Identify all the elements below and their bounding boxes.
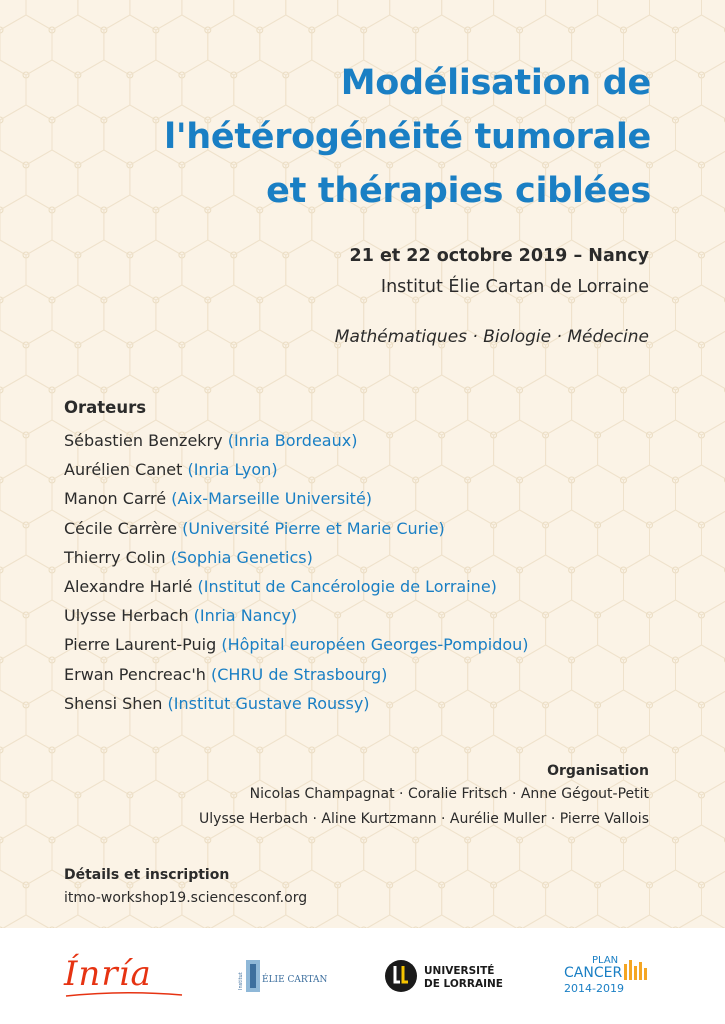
title-line: Modélisation de (340, 63, 651, 103)
speaker-item (64, 689, 664, 718)
event-dates: 21 et 22 octobre 2019 – Nancy (349, 246, 649, 266)
speaker-affiliation: (Université Pierre et Marie Curie) (182, 518, 445, 538)
ul-line1-text: UNIVERSITÉ (424, 965, 495, 977)
plan-years-text: 2014-2019 (564, 982, 624, 995)
speaker-item (64, 426, 664, 455)
speaker-name: Alexandre Harlé (64, 577, 193, 597)
speaker-name: Erwan Pencreac'h (64, 664, 206, 684)
speakers-section (64, 396, 664, 718)
speaker-item (64, 484, 664, 513)
speaker-name: Aurélien Canet (64, 460, 183, 480)
inria-swoosh-icon (64, 990, 184, 1000)
speaker-affiliation: (Sophia Genetics) (170, 547, 313, 567)
event-institute: Institut Élie Cartan de Lorraine (380, 277, 649, 297)
inria-wordmark: Ínría (64, 954, 152, 994)
speaker-name: Shensi Shen (64, 693, 163, 713)
speaker-affiliation: (Aix-Marseille Université) (171, 489, 373, 509)
logo-footer (0, 928, 725, 1024)
speaker-item (64, 601, 664, 630)
inria-logo (64, 950, 184, 1002)
plan-cancer-emblem-icon (560, 950, 660, 1002)
speaker-affiliation: (Inria Bordeaux) (227, 431, 358, 450)
organisers-line: Nicolas Champagnat · Coralie Fritsch · Anne Gégout-Petit (249, 786, 649, 802)
speaker-affiliation: (Institut de Cancérologie de Lorraine) (197, 577, 497, 597)
speaker-affiliation: (Inria Nancy) (193, 606, 298, 626)
organisers-line: Ulysse Herbach · Aline Kurtzmann · Aurélie Muller · Pierre Vallois (199, 811, 649, 827)
speaker-affiliation: (CHRU de Strasbourg) (210, 664, 388, 684)
speaker-item (64, 514, 664, 543)
details-heading: Détails et inscription (64, 867, 230, 883)
registration-link[interactable]: itmo-workshop19.sciencesconf.org (64, 890, 308, 906)
title-line: et thérapies ciblées (266, 171, 651, 211)
title-line: l'hétérogénéité tumorale (164, 117, 651, 157)
speaker-name: Thierry Colin (64, 547, 166, 567)
speaker-name: Manon Carré (64, 489, 167, 509)
speaker-item (64, 630, 664, 659)
cartan-main-text: ÉLIE CARTAN (262, 975, 328, 985)
plan-line1-text: PLAN (592, 955, 619, 966)
organisation-heading: Organisation (547, 763, 649, 779)
speaker-name: Ulysse Herbach (64, 606, 189, 626)
speakers-heading: Orateurs (64, 398, 147, 417)
details-section (64, 864, 307, 910)
cartan-emblem-icon (236, 950, 346, 1002)
universite-de-lorraine-logo (384, 950, 524, 1002)
organisation-section (199, 760, 649, 832)
plan-cancer-logo (560, 950, 660, 1002)
speaker-affiliation: (Institut Gustave Roussy) (167, 693, 370, 713)
institut-elie-cartan-logo (236, 950, 346, 1002)
ul-line2-text: DE LORRAINE (424, 978, 503, 990)
speaker-item (64, 455, 664, 484)
speaker-affiliation: (Inria Lyon) (187, 460, 278, 480)
speaker-item (64, 543, 664, 572)
speaker-name: Pierre Laurent-Puig (64, 635, 217, 655)
speaker-item (64, 660, 664, 689)
speaker-affiliation: (Hôpital européen Georges-Pompidou) (221, 635, 529, 655)
event-disciplines: Mathématiques · Biologie · Médecine (334, 327, 649, 347)
speaker-name: Cécile Carrère (64, 518, 178, 538)
speaker-name: Sébastien Benzekry (64, 431, 223, 450)
ul-emblem-icon (384, 950, 524, 1002)
speaker-item (64, 572, 664, 601)
plan-line2-text: CANCER (564, 965, 623, 981)
cartan-small-text: Institut (238, 972, 244, 990)
page-title (91, 56, 651, 218)
